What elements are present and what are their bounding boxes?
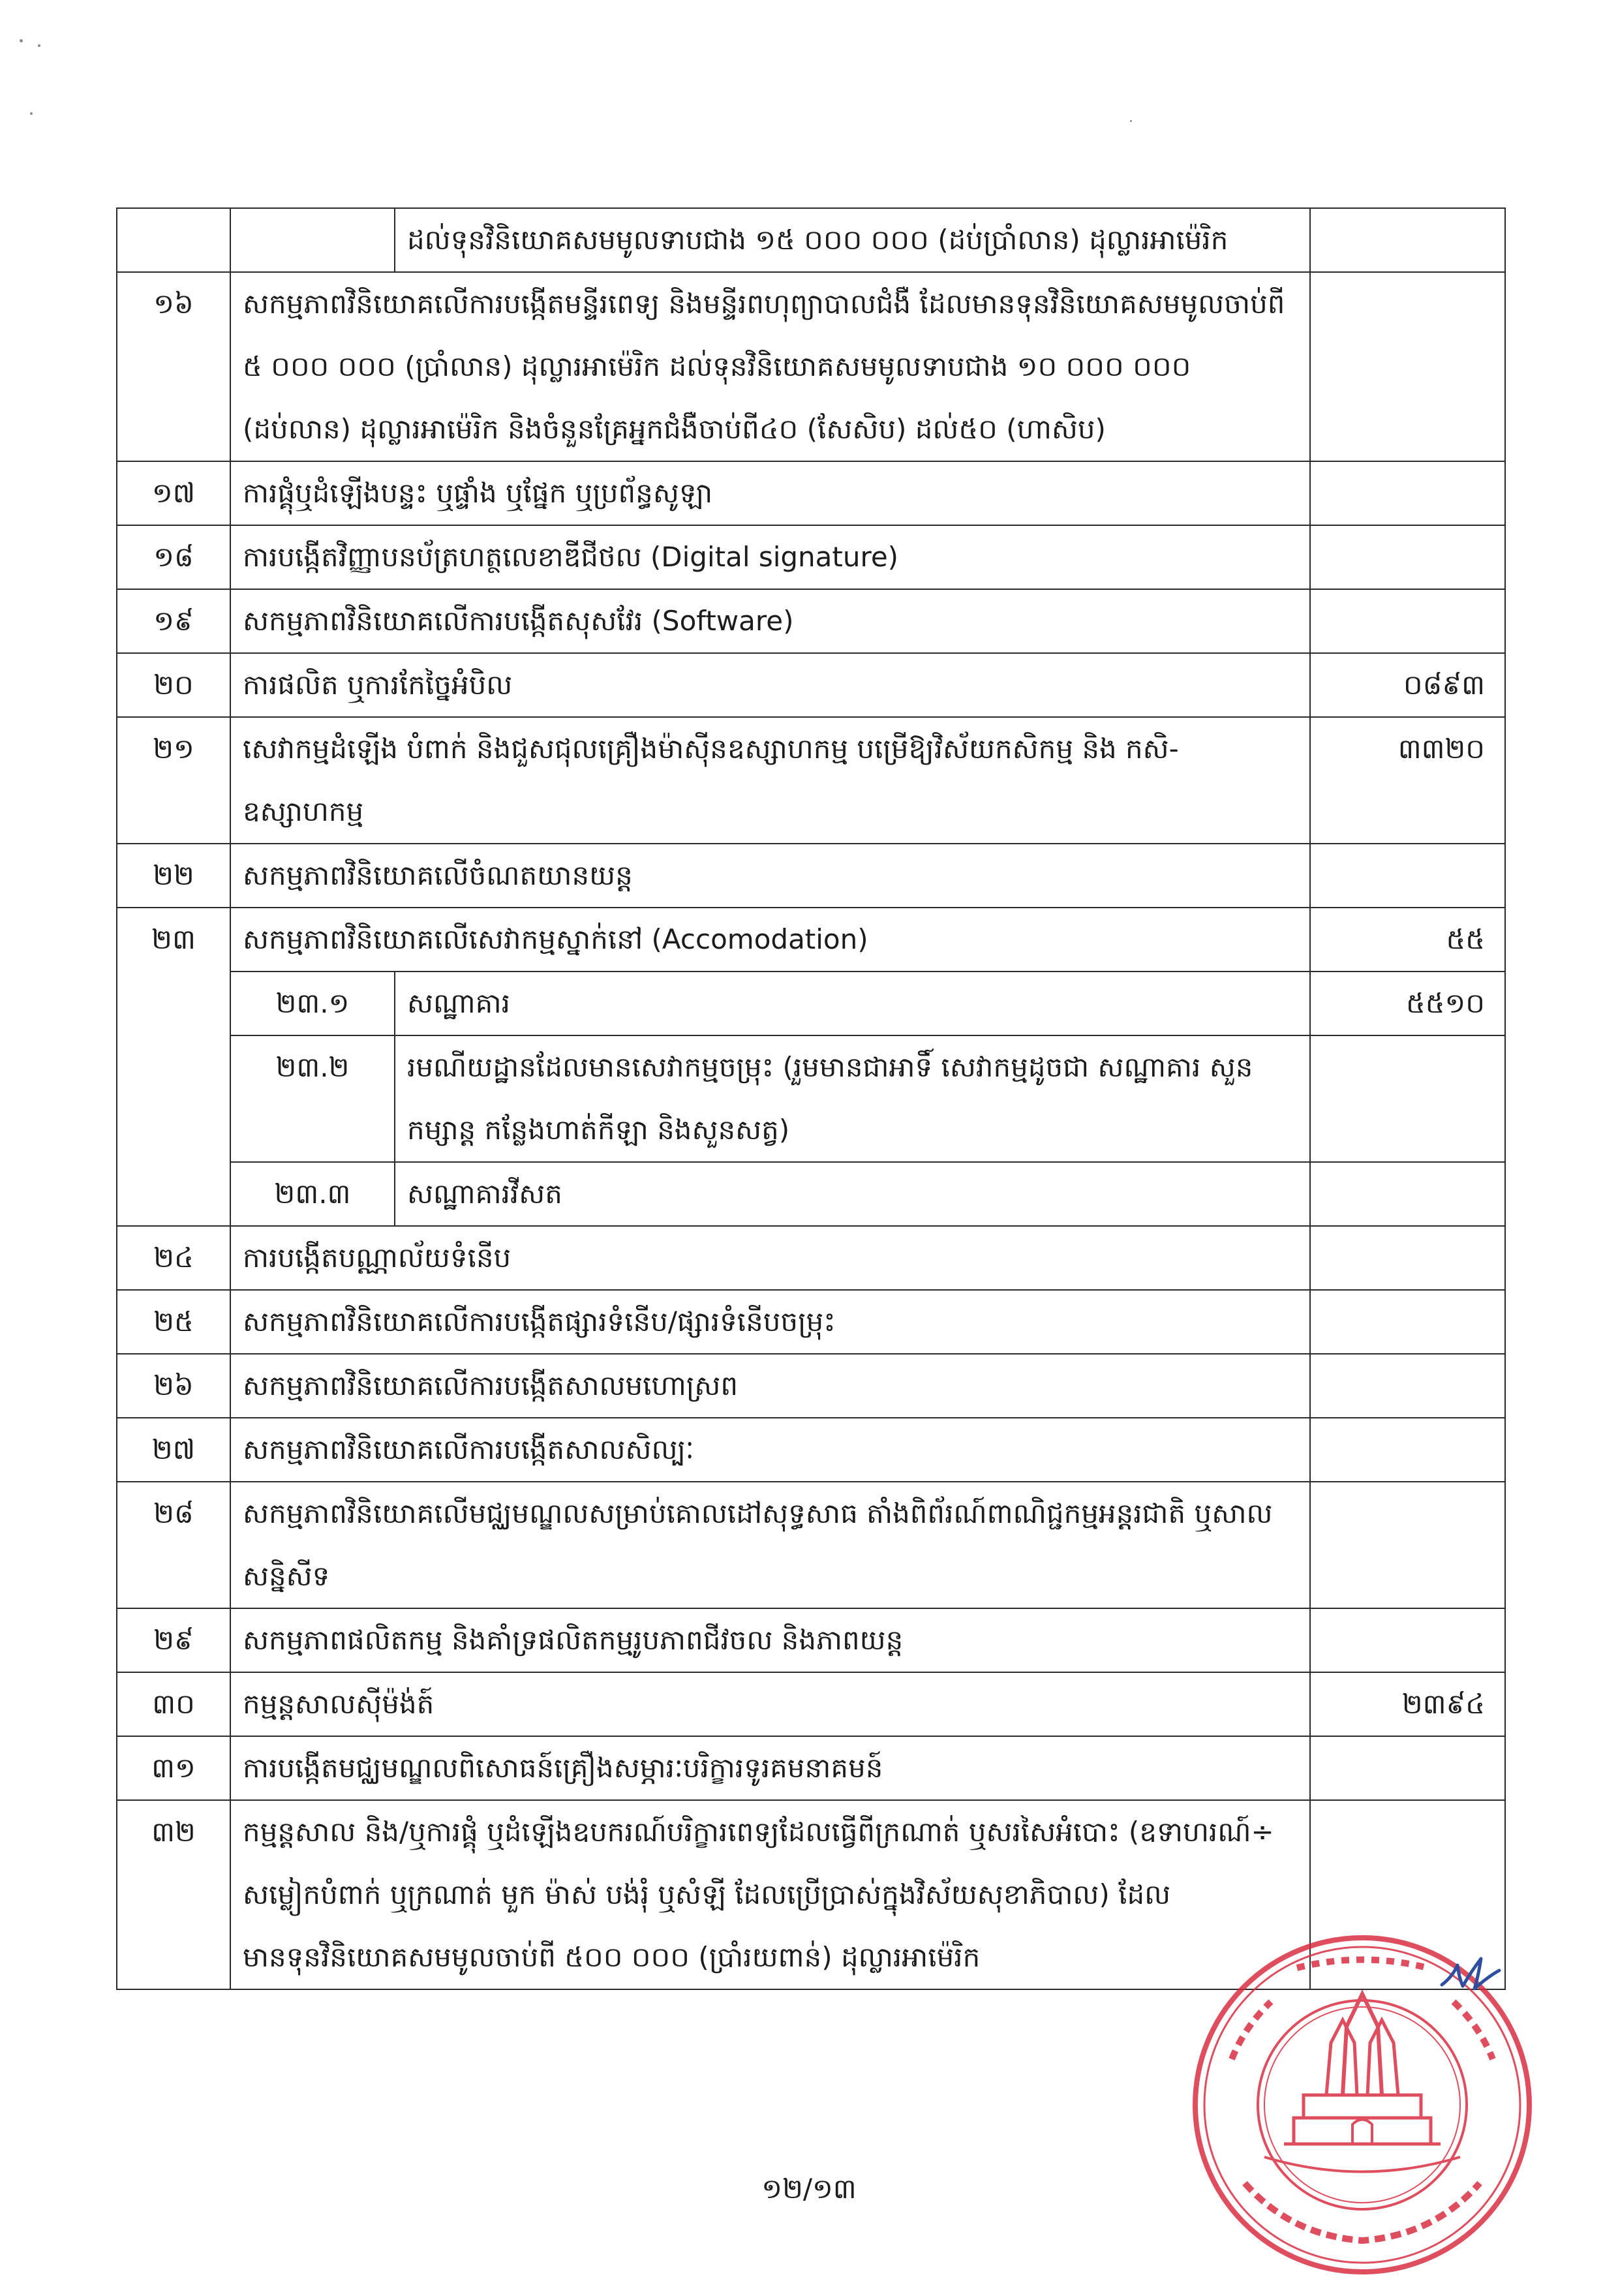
row-code: ៥៥១០ — [1310, 972, 1505, 1035]
sub-number — [230, 208, 395, 272]
table-subrow — [117, 1162, 1505, 1226]
row-code — [1310, 1482, 1505, 1608]
row-code — [1310, 272, 1505, 461]
row-description: សកម្មភាពផលិតកម្ម និងគាំទ្រផលិតកម្មរូបភាពជីវចល និងភាពយន្ត — [230, 1608, 1310, 1672]
row-description: សកម្មភាពវិនិយោគលើការបង្កើតសាលមហោស្រព — [230, 1354, 1310, 1418]
row-code — [1310, 525, 1505, 589]
row-description: ការបង្កើតវិញ្ញាបនប័ត្រហត្ថលេខាឌីជីថល (Digital signature) — [230, 525, 1310, 589]
table-row — [117, 461, 1505, 525]
row-description: សកម្មភាពវិនិយោគលើចំណតយានយន្ត — [230, 844, 1310, 908]
signature-mark-icon — [1435, 1951, 1507, 1997]
table-row — [117, 1290, 1505, 1354]
row-number: ៣១ — [117, 1736, 230, 1800]
row-code — [1310, 1418, 1505, 1482]
table-subrow — [117, 1035, 1505, 1162]
row-number: ១៧ — [117, 461, 230, 525]
row-number: ២០ — [117, 653, 230, 717]
table-row — [117, 1482, 1505, 1608]
table-row — [117, 208, 1505, 272]
row-description: សេវាកម្មដំឡើង បំពាក់ និងជួសជុលគ្រឿងម៉ាស៊ីនឧស្សាហកម្ម បម្រើឱ្យវិស័យកសិកម្ម និង កសិ-ឧស្សាហកម្ម — [230, 717, 1310, 844]
table-row — [117, 717, 1505, 844]
row-description: សកម្មភាពវិនិយោគលើការបង្កើតសុសវែរ (Software) — [230, 589, 1310, 653]
sub-number: ២៣.៣ — [230, 1162, 395, 1226]
row-code — [1310, 461, 1505, 525]
table-row — [117, 1672, 1505, 1736]
row-code — [1310, 208, 1505, 272]
row-description: រមណីយដ្ឋានដែលមានសេវាកម្មចម្រុះ (រួមមានជាអាទិ៍ សេវាកម្មដូចជា សណ្ឋាគារ សួនកម្សាន្ត កន្លែងហាត់កីឡា និងសួនសត្វ) — [395, 1035, 1310, 1162]
row-code: ៣៣២០ — [1310, 717, 1505, 844]
row-number — [117, 208, 230, 272]
row-code: ៥៥ — [1310, 908, 1505, 972]
row-number: ២៦ — [117, 1354, 230, 1418]
row-description: ការផ្គុំឬដំឡើងបន្ទះ ឬផ្ទាំង ឬផ្នែក ឬប្រព័ន្ធសូឡា — [230, 461, 1310, 525]
row-number: ២៩ — [117, 1608, 230, 1672]
table-row — [117, 908, 1505, 972]
table-row — [117, 1418, 1505, 1482]
scan-speck — [38, 44, 40, 47]
row-description: ការបង្កើតមជ្ឈមណ្ឌលពិសោធន៍គ្រឿងសម្ភារៈបរិក្ខារទូរគមនាគមន៍ — [230, 1736, 1310, 1800]
scan-speck — [1130, 120, 1132, 122]
scan-speck — [20, 39, 23, 42]
row-code — [1310, 844, 1505, 908]
investment-activities-table — [116, 207, 1506, 1990]
row-number: ៣០ — [117, 1672, 230, 1736]
row-number: ១៦ — [117, 272, 230, 461]
table-row — [117, 1354, 1505, 1418]
row-description: សកម្មភាពវិនិយោគលើការបង្កើតសាលសិល្បៈ — [230, 1418, 1310, 1482]
row-number: ២២ — [117, 844, 230, 908]
table-row — [117, 1608, 1505, 1672]
row-description: ការបង្កើតបណ្ណាល័យទំនើប — [230, 1226, 1310, 1290]
row-code — [1310, 1290, 1505, 1354]
row-code — [1310, 1736, 1505, 1800]
row-description: សកម្មភាពវិនិយោគលើមជ្ឈមណ្ឌលសម្រាប់គោលដៅសុទ្ធសាធ តាំងពិព័រណ៍ពាណិជ្ជកម្មអន្តរជាតិ ឬសាលសន្និសីទ — [230, 1482, 1310, 1608]
row-code — [1310, 1354, 1505, 1418]
row-code — [1310, 589, 1505, 653]
row-description: សណ្ឋាគារ — [395, 972, 1310, 1035]
row-description: កម្មន្តសាលស៊ីម៉ង់ត៍ — [230, 1672, 1310, 1736]
row-number: ២៣ — [117, 908, 230, 1226]
row-number: ១៩ — [117, 589, 230, 653]
row-description: សកម្មភាពវិនិយោគលើការបង្កើតមន្ទីរពេទ្យ និងមន្ទីរពហុព្យាបាលជំងឺ ដែលមានទុនវិនិយោគសមមូលចាប់ពី ៥ ០០០ ០០០ (ប្រាំលាន) ដុល្លារអាម៉េរិក ដល់ទុនវិនិយោគសមមូលទាបជាង ១០ ០០០ ០០០ (ដប់លាន) ដុល្លារអាម៉េរិក និងចំនួនគ្រែអ្នកជំងឺចាប់ពី៤០ (សែសិប) ដល់៥០ (ហាសិប) — [230, 272, 1310, 461]
row-number: ៣២ — [117, 1800, 230, 1989]
row-description: សកម្មភាពវិនិយោគលើសេវាកម្មស្នាក់នៅ (Accomodation) — [230, 908, 1310, 972]
page-number: ១២/១៣ — [761, 2173, 857, 2205]
row-description: ដល់ទុនវិនិយោគសមមូលទាបជាង ១៥ ០០០ ០០០ (ដប់ប្រាំលាន) ដុល្លារអាម៉េរិក — [395, 208, 1310, 272]
sub-number: ២៣.១ — [230, 972, 395, 1035]
row-code: ២៣៩៤ — [1310, 1672, 1505, 1736]
row-code — [1310, 1035, 1505, 1162]
table-row — [117, 272, 1505, 461]
table-row — [117, 844, 1505, 908]
table-row — [117, 1736, 1505, 1800]
row-code — [1310, 1608, 1505, 1672]
row-description: សកម្មភាពវិនិយោគលើការបង្កើតផ្សារទំនើប/ផ្សារទំនើបចម្រុះ — [230, 1290, 1310, 1354]
row-code: ០៨៩៣ — [1310, 653, 1505, 717]
table-subrow — [117, 972, 1505, 1035]
table-row — [117, 525, 1505, 589]
sub-number: ២៣.២ — [230, 1035, 395, 1162]
row-description: កម្មន្តសាល និង/ឬការផ្គុំ ឬដំឡើងឧបករណ៍បរិក្ខារពេទ្យដែលធ្វើពីក្រណាត់ ឬសរសៃអំបោះ (ឧទាហរណ៍÷ សម្លៀកបំពាក់ ឬក្រណាត់ មួក ម៉ាស់ បង់រុំ ឬសំឡី ដែលប្រើប្រាស់ក្នុងវិស័យសុខាភិបាល) ដែលមានទុនវិនិយោគសមមូលចាប់ពី ៥០០ ០០០ (ប្រាំរយពាន់) ដុល្លារអាម៉េរិក — [230, 1800, 1310, 1989]
table-row — [117, 653, 1505, 717]
row-description: សណ្ឋាគារវីសត — [395, 1162, 1310, 1226]
scan-speck — [30, 112, 33, 115]
row-description: ការផលិត ឬការកែច្នៃអំបិល — [230, 653, 1310, 717]
table-row — [117, 1226, 1505, 1290]
table-row — [117, 589, 1505, 653]
row-number: ២៧ — [117, 1418, 230, 1482]
row-number: ១៨ — [117, 525, 230, 589]
row-number: ២៨ — [117, 1482, 230, 1608]
row-code — [1310, 1162, 1505, 1226]
row-number: ២១ — [117, 717, 230, 844]
row-number: ២៤ — [117, 1226, 230, 1290]
row-number: ២៥ — [117, 1290, 230, 1354]
row-code — [1310, 1226, 1505, 1290]
